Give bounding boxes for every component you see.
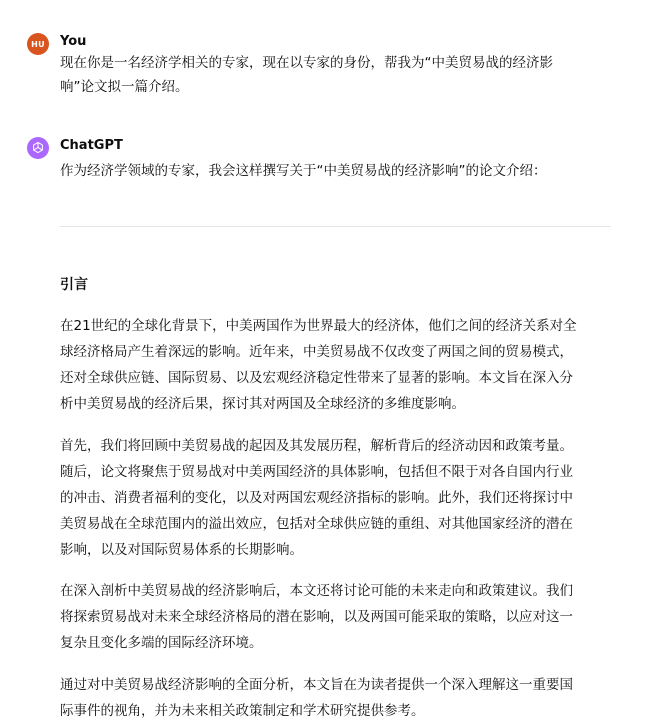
paragraph-line: 还对全球供应链、国际贸易、以及宏观经济稳定性带来了显著的影响。本文旨在深入分	[60, 370, 573, 386]
section-divider	[60, 226, 611, 227]
paragraph-line: 球经济格局产生着深远的影响。近年来，中美贸易战不仅改变了两国之间的贸易模式，	[60, 344, 573, 360]
user-message	[27, 33, 611, 103]
assistant-message-header	[27, 137, 611, 187]
user-message-text	[60, 51, 553, 99]
paragraph-line: 将探索贸易战对未来全球经济格局的潜在影响，以及两国可能采取的策略，以应对这一	[60, 609, 573, 625]
body-paragraph	[60, 578, 611, 656]
paragraph-line: 析中美贸易战的经济后果，探讨其对两国及全球经济的多维度影响。	[60, 396, 465, 412]
user-avatar: HU	[27, 33, 49, 55]
paragraph-line: 际事件的视角，并为未来相关政策制定和学术研究提供参考。	[60, 703, 425, 719]
openai-logo-icon	[27, 137, 49, 159]
paragraph-line: 影响，以及对国际贸易体系的长期影响。	[60, 542, 303, 558]
paragraph-line: 随后，论文将聚焦于贸易战对中美两国经济的具体影响，包括但不限于对各自国内行业	[60, 464, 573, 480]
paragraph-line: 在21世纪的全球化背景下，中美两国作为世界最大的经济体，他们之间的经济关系对全	[60, 318, 577, 334]
user-author-name: You	[60, 34, 87, 49]
assistant-author-name: ChatGPT	[60, 138, 123, 153]
body-paragraph	[60, 313, 611, 417]
section-heading: 引言	[60, 277, 88, 293]
paragraph-line: 的冲击、消费者福利的变化，以及对两国宏观经济指标的影响。此外，我们还将探讨中	[60, 490, 573, 506]
paragraph-line: 在深入剖析中美贸易战的经济影响后，本文还将讨论可能的未来走向和政策建议。我们	[60, 583, 573, 599]
paragraph-line: 首先，我们将回顾中美贸易战的起因及其发展历程，解析背后的经济动因和政策考量。	[60, 438, 573, 454]
user-message-line: 现在你是一名经济学相关的专家，现在以专家的身份，帮我为“中美贸易战的经济影	[60, 55, 553, 71]
user-message-line: 响”论文拟一篇介绍。	[60, 79, 189, 95]
paragraph-line: 复杂且变化多端的国际经济环境。	[60, 635, 263, 651]
assistant-intro-text: 作为经济学领域的专家，我会这样撰写关于“中美贸易战的经济影响”的论文介绍：	[60, 163, 547, 179]
body-paragraph	[60, 672, 611, 724]
paragraph-line: 美贸易战在全球范围内的溢出效应，包括对全球供应链的重组、对其他国家经济的潜在	[60, 516, 573, 532]
body-paragraph	[60, 433, 611, 563]
paragraph-line: 通过对中美贸易战经济影响的全面分析，本文旨在为读者提供一个深入理解这一重要国	[60, 677, 573, 693]
